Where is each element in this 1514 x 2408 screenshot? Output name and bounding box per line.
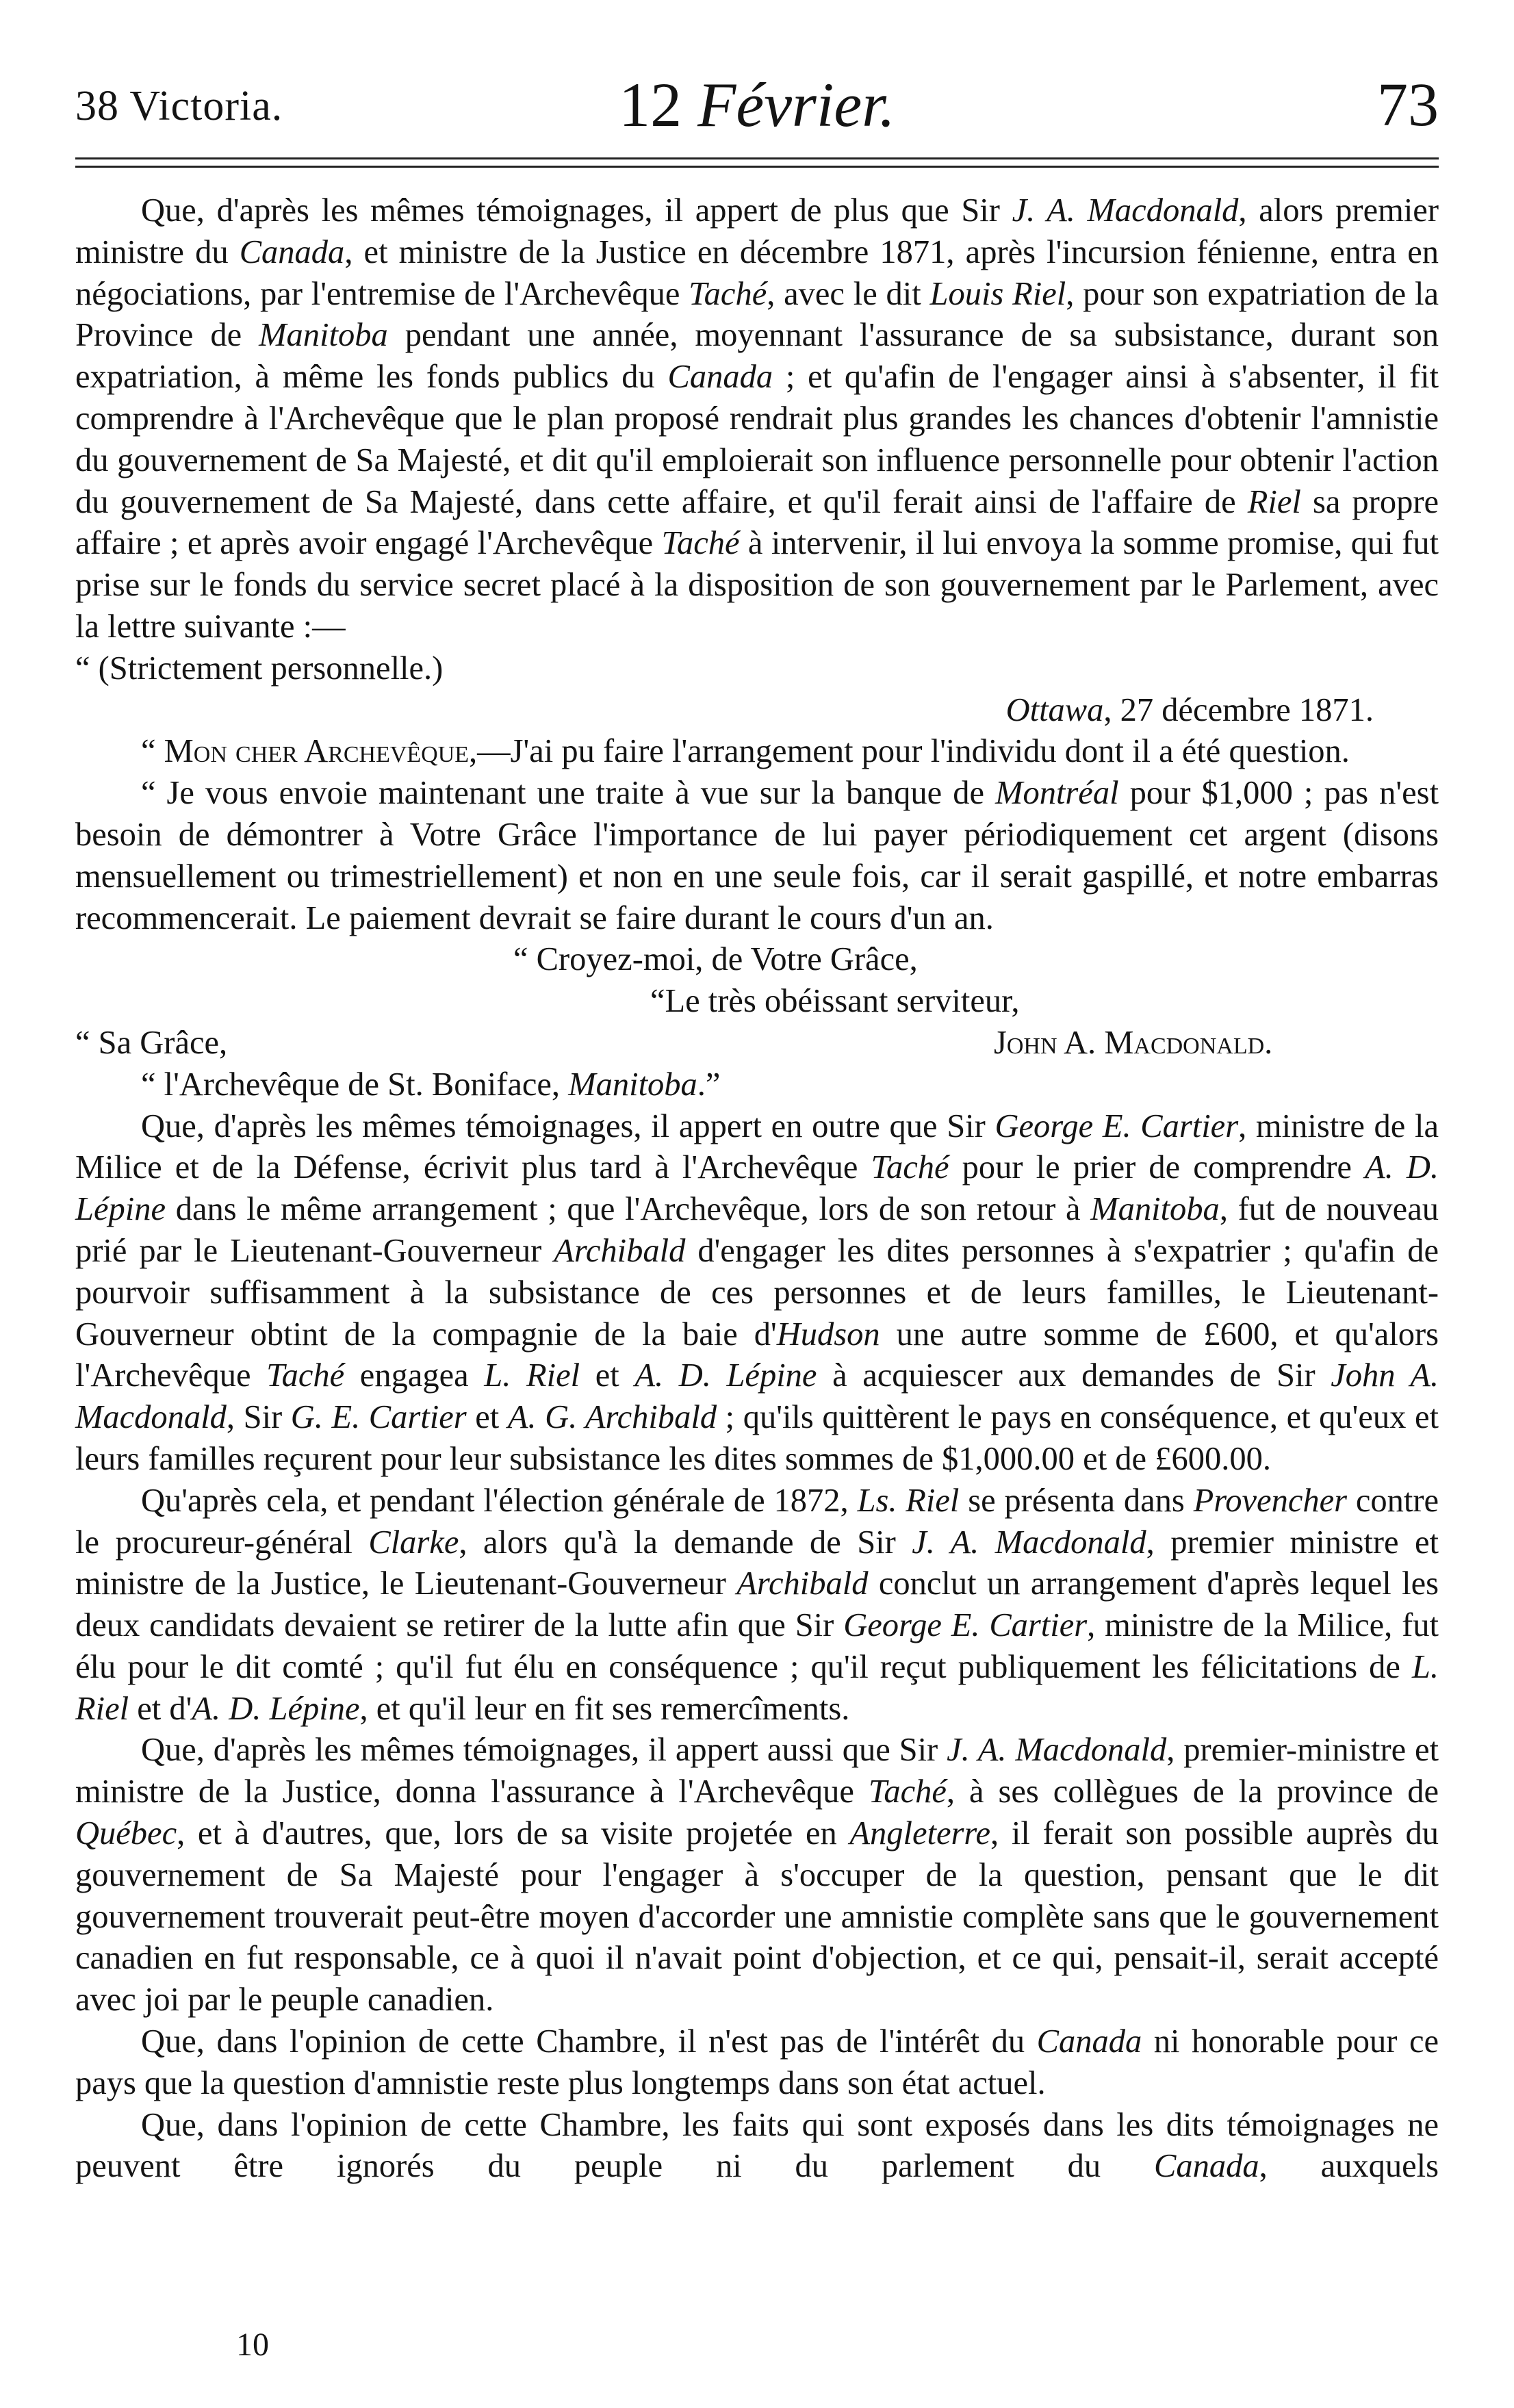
header-day: 12 bbox=[619, 70, 682, 140]
letter-address: “ Sa Grâce, bbox=[75, 1024, 228, 1061]
letter-closing-servant: “Le très obéissant serviteur, bbox=[650, 983, 1020, 1020]
paragraph: Que, d'après les mêmes témoignages, il appert de plus que Sir J. A. Macdonald, alors premier ministre du Canada, et ministre de la Justice en décembre 1871, après l'incursion fénienne, entra en négociations, par l'entremise de l'Archevêque Taché, avec le dit Louis Riel, pour son expatriation de la Province de Manitoba pendant une année, moyennant l'assurance de sa subsistance, durant son expatriation, à même les fonds publics du Canada ; et qu'afin de l'engager ainsi à s'absenter, il fit comprendre à l'Archevêque que le plan proposé rendrait plus grandes les chances d'obtenir l'amnistie du gouvernement de Sa Majesté, et dit qu'il emploierait son influence personnelle pour obtenir l'action du gouvernement de Sa Majesté, dans cette affaire, et qu'il ferait ainsi de l'affaire de Riel sa propre affaire ; et après avoir engagé l'Archevêque Taché à intervenir, il lui envoya la somme promise, qui fut prise sur le fonds du service secret placé à la disposition de son gouvernement par le Parlement, avec la lettre suivante :— bbox=[75, 192, 1439, 645]
letter-closing: “ Croyez-moi, de Votre Grâce, bbox=[513, 941, 918, 978]
letter-signature-row bbox=[75, 1023, 1439, 1064]
signature-mark: 10 bbox=[236, 2327, 269, 2363]
header-rule-top bbox=[75, 157, 1439, 159]
letter-body-paragraph: “ Je vous envoie maintenant une traite à vue sur la banque de Montréal pour $1,000 ; pas n'est besoin de démontrer à Votre Grâce l'importance de lui payer périodiquement cet argent (disons mensuellement ou trimestriellement) et non en une seule fois, car il serait gaspillé, et notre embarras recommencerait. Le paiement devrait se faire durant le cours d'un an. bbox=[75, 775, 1439, 936]
letter-salutation-paragraph: “ Mon cher Archevêque,—J'ai pu faire l'arrangement pour l'individu dont il a été question. bbox=[141, 733, 1350, 770]
body-text bbox=[75, 190, 1439, 2188]
letter-place-date: Ottawa, 27 décembre 1871. bbox=[1005, 691, 1374, 728]
header-month: Février. bbox=[697, 70, 895, 140]
header-rule-bottom bbox=[75, 166, 1439, 168]
header-date bbox=[75, 68, 1439, 141]
page-header bbox=[75, 63, 1439, 138]
paragraph: Que, d'après les mêmes témoignages, il appert en outre que Sir George E. Cartier, ministre de la Milice et de la Défense, écrivit plus tard à l'Archevêque Taché pour le prier de comprendre A. D. Lépine dans le même arrangement ; que l'Archevêque, lors de son retour à Manitoba, fut de nouveau prié par le Lieutenant-Gouverneur Archibald d'engager les dites personnes à s'expatrier ; qu'afin de pourvoir suffisamment à la subsistance de ces personnes et de leurs familles, le Lieutenant-Gouverneur obtint de la compagnie de la baie d'Hudson une autre somme de £600, et qu'alors l'Archevêque Taché engagea L. Riel et A. D. Lépine à acquiescer aux demandes de Sir John A. Macdonald, Sir G. E. Cartier et A. G. Archibald ; qu'ils quittèrent le pays en conséquence, et qu'eux et leurs familles reçurent pour leur subsistance les dites sommes de $1,000.00 et de £600.00. bbox=[75, 1107, 1439, 1477]
paragraph: Que, d'après les mêmes témoignages, il appert aussi que Sir J. A. Macdonald, premier-ministre et ministre de la Justice, donna l'assurance à l'Archevêque Taché, à ses collègues de la province de Québec, et à d'autres, que, lors de sa visite projetée en Angleterre, il ferait son possible auprès du gouvernement de Sa Majesté pour l'engager à s'occuper de la question, pensant que le dit gouvernement trouverait peut-être moyen d'accorder une amnistie complète sans que le gouvernement canadien en fut responsable, ce à quoi il n'avait point d'objection, et ce qui, pensait-il, serait accepté avec joi par le peuple canadien. bbox=[75, 1732, 1439, 2019]
letter-marking: “ (Strictement personnelle.) bbox=[75, 650, 444, 687]
header-volume: 38 Victoria. bbox=[75, 83, 283, 129]
letter-address-line: “ l'Archevêque de St. Boniface, Manitoba.” bbox=[141, 1066, 721, 1103]
paragraph: Que, dans l'opinion de cette Chambre, les faits qui sont exposés dans les dits témoignages ne peuvent être ignorés du peuple ni du parlement du Canada, auxquels bbox=[75, 2106, 1439, 2185]
paragraph: Qu'après cela, et pendant l'élection générale de 1872, Ls. Riel se présenta dans Provencher contre le procureur-général Clarke, alors qu'à la demande de Sir J. A. Macdonald, premier ministre et ministre de la Justice, le Lieutenant-Gouverneur Archibald conclut un arrangement d'après lequel les deux candidats devaient se retirer de la lutte afin que Sir George E. Cartier, ministre de la Milice, fut élu pour le dit comté ; qu'il fut élu en conséquence ; qu'il reçut publiquement les félicitations de L. Riel et d'A. D. Lépine, et qu'il leur en fit ses remercîments. bbox=[75, 1482, 1439, 1727]
letter-signature: John A. Macdonald. bbox=[994, 1024, 1273, 1061]
paragraph: Que, dans l'opinion de cette Chambre, il n'est pas de l'intérêt du Canada ni honorable pour ce pays que la question d'amnistie reste plus longtemps dans son état actuel. bbox=[75, 2023, 1439, 2101]
page-number: 73 bbox=[1377, 71, 1439, 139]
